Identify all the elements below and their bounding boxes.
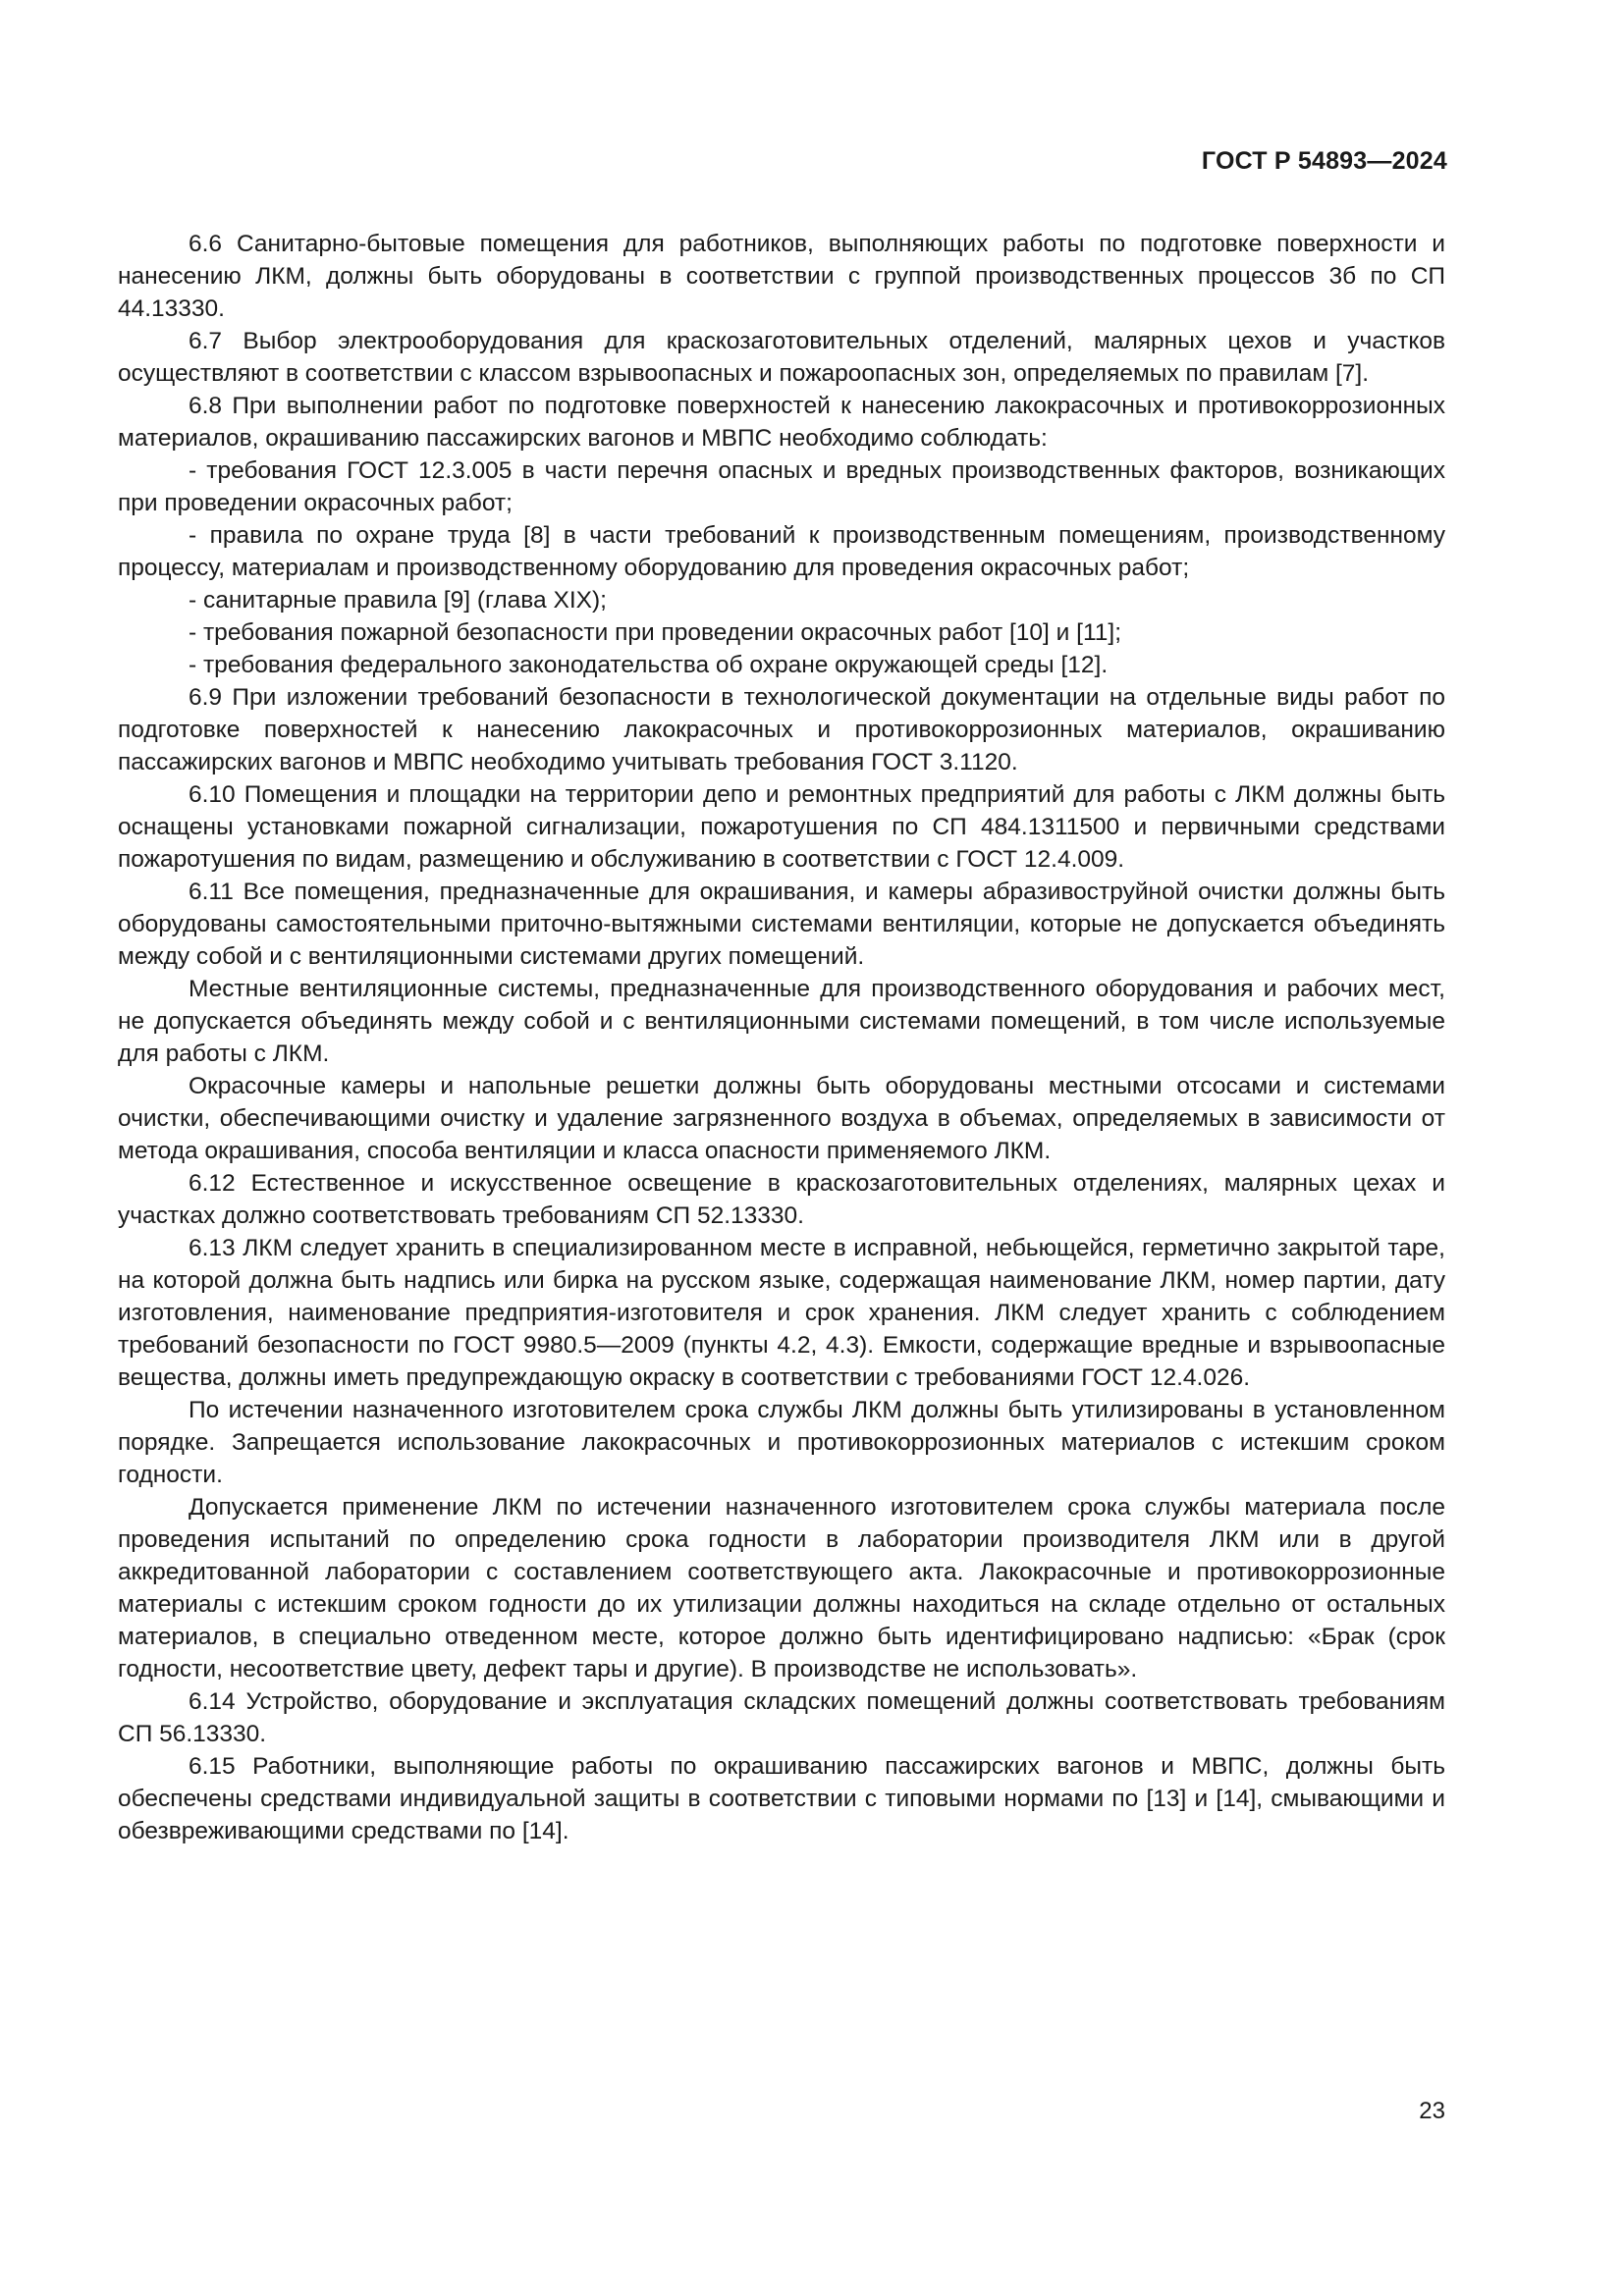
document-body — [118, 228, 1445, 1847]
list-item: - санитарные правила [9] (глава XIX); — [189, 587, 607, 614]
paragraph-6-11: 6.11 Все помещения, предназначенные для окрашивания, и камеры абразивоструйной очистки должны быть оборудованы самостоятельными приточно-вытяжными системами вентиляции, которые не допускается объединять между собой и с вентиляционными системами других помещений. — [118, 879, 1445, 970]
list-item: - требования ГОСТ 12.3.005 в части перечня опасных и вредных производственных факторов, возникающих при проведении окрасочных работ; — [118, 457, 1445, 516]
list-item: - требования пожарной безопасности при проведении окрасочных работ [10] и [11]; — [189, 619, 1122, 646]
paragraph-6-8: 6.8 При выполнении работ по подготовке поверхностей к нанесению лакокрасочных и противокоррозионных материалов, окрашиванию пассажирских вагонов и МВПС необходимо соблюдать: — [118, 393, 1445, 452]
paragraph-6-12: 6.12 Естественное и искусственное освещение в краскозаготовительных отделениях, малярных цехах и участках должно соответствовать требованиям СП 52.13330. — [118, 1170, 1445, 1229]
paragraph-6-7: 6.7 Выбор электрооборудования для краскозаготовительных отделений, малярных цехов и участков осуществляют в соответствии с классом взрывоопасных и пожароопасных зон, определяемых по правилам [7]. — [118, 328, 1445, 387]
paragraph-6-14: 6.14 Устройство, оборудование и эксплуатация складских помещений должны соответствовать требованиям СП 56.13330. — [118, 1688, 1445, 1747]
page-number: 23 — [1419, 2098, 1445, 2124]
paragraph: По истечении назначенного изготовителем срока службы ЛКМ должны быть утилизированы в установленном порядке. Запрещается использование лакокрасочных и противокоррозионных материалов с истекшим сроком годности. — [118, 1397, 1445, 1488]
paragraph-6-6: 6.6 Санитарно-бытовые помещения для работников, выполняющих работы по подготовке поверхности и нанесению ЛКМ, должны быть оборудованы в соответствии с группой производственных процессов 3б по СП 44.13330. — [118, 231, 1445, 322]
paragraph: Допускается применение ЛКМ по истечении назначенного изготовителем срока службы материала после проведения испытаний по определению срока годности в лаборатории производителя ЛКМ или в другой аккредитованной лаборатории с составлением соответствующего акта. Лакокрасочные и противокоррозионные материалы с истекшим сроком годности до их утилизации должны находиться на складе отдельно от остальных материалов, в специально отведенном месте, которое должно быть идентифицировано надписью: «Брак (срок годности, несоответствие цвету, дефект тары и другие). В производстве не использовать». — [118, 1494, 1445, 1682]
list-item: - правила по охране труда [8] в части требований к производственным помещениям, производственному процессу, материалам и производственному оборудованию для проведения окрасочных работ; — [118, 522, 1445, 581]
paragraph-6-15: 6.15 Работники, выполняющие работы по окрашиванию пассажирских вагонов и МВПС, должны быть обеспечены средствами индивидуальной защиты в соответствии с типовыми нормами по [13] и [14], смывающими и обезвреживающими средствами по [14]. — [118, 1753, 1445, 1844]
paragraph-6-10: 6.10 Помещения и площадки на территории депо и ремонтных предприятий для работы с ЛКМ должны быть оснащены установками пожарной сигнализации, пожаротушения по СП 484.1311500 и первичными средствами пожаротушения по видам, размещению и обслуживанию в соответствии с ГОСТ 12.4.009. — [118, 781, 1445, 873]
list-item: - требования федерального законодательства об охране окружающей среды [12]. — [189, 652, 1109, 678]
document-header: ГОСТ Р 54893—2024 — [1201, 147, 1447, 175]
paragraph: Местные вентиляционные системы, предназначенные для производственного оборудования и рабочих мест, не допускается объединять между собой и с вентиляционными системами помещений, в том числе используемые для работы с ЛКМ. — [118, 976, 1445, 1067]
paragraph-6-9: 6.9 При изложении требований безопасности в технологической документации на отдельные виды работ по подготовке поверхностей к нанесению лакокрасочных и противокоррозионных материалов, окрашиванию пассажирских вагонов и МВПС необходимо учитывать требования ГОСТ 3.1120. — [118, 684, 1445, 775]
paragraph: Окрасочные камеры и напольные решетки должны быть оборудованы местными отсосами и системами очистки, обеспечивающими очистку и удаление загрязненного воздуха в объемах, определяемых в зависимости от метода окрашивания, способа вентиляции и класса опасности применяемого ЛКМ. — [118, 1073, 1445, 1164]
paragraph-6-13: 6.13 ЛКМ следует хранить в специализированном месте в исправной, небьющейся, герметично закрытой таре, на которой должна быть надпись или бирка на русском языке, содержащая наименование ЛКМ, номер партии, дату изготовления, наименование предприятия-изготовителя и срок хранения. ЛКМ следует хранить с соблюдением требований безопасности по ГОСТ 9980.5—2009 (пункты 4.2, 4.3). Емкости, содержащие вредные и взрывоопасные вещества, должны иметь предупреждающую окраску в соответствии с требованиями ГОСТ 12.4.026. — [118, 1235, 1445, 1391]
